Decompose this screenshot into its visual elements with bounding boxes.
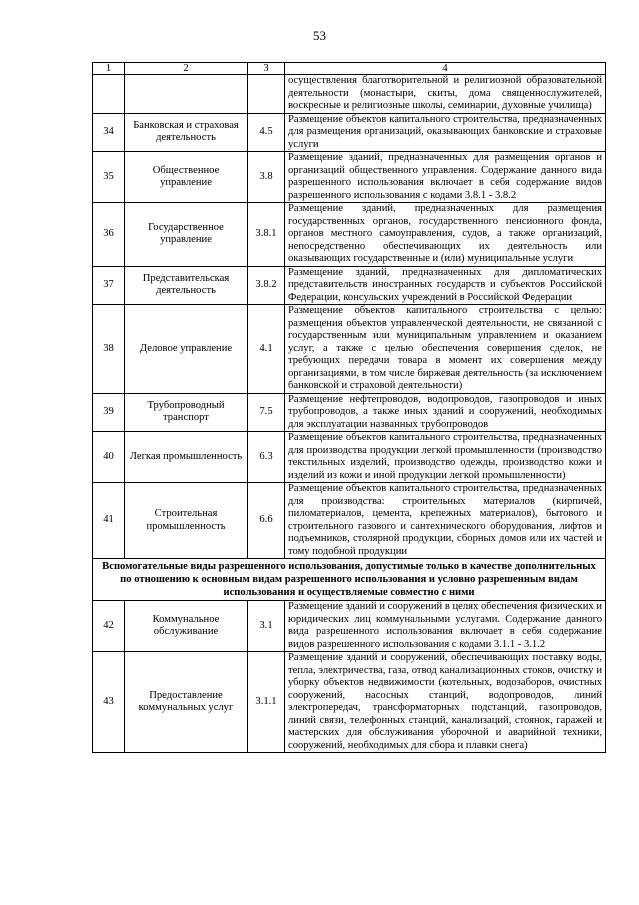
use-type-code: 3.1 xyxy=(248,601,285,652)
row-number: 38 xyxy=(93,305,125,394)
table-row xyxy=(93,152,606,203)
use-type-description: Размещение зданий, предназначенных для размещения органов и организаций общественного управления. Содержание данного вида разрешенного использования включает в себя содержание видов разрешенного использования с кодами 3.8.1 - 3.8.2 xyxy=(285,152,606,203)
table-row xyxy=(93,652,606,753)
col-header-4: 4 xyxy=(285,63,606,75)
row-number: 37 xyxy=(93,266,125,305)
use-type-name: Общественное управление xyxy=(125,152,248,203)
use-type-name: Строительная промышленность xyxy=(125,483,248,559)
use-type-description: Размещение объектов капитального строительства, предназначенных для размещения организаций, оказывающих банковские и страховые услуги xyxy=(285,113,606,152)
use-type-code: 3.1.1 xyxy=(248,652,285,753)
use-type-description: Размещение объектов капитального строительства, предназначенных для производства продукции легкой промышленности (производство текстильных изделий, производство одежды, производство кожи и изделий из кожи и иной продукции легкой промышленности) xyxy=(285,432,606,483)
column-number-row xyxy=(93,63,606,75)
use-type-code: 3.8.2 xyxy=(248,266,285,305)
use-type-name: Предоставление коммунальных услуг xyxy=(125,652,248,753)
table-row xyxy=(93,203,606,267)
use-type-description: Размещение зданий и сооружений, обеспечивающих поставку воды, тепла, электричества, газа, отвод канализационных стоков, очистку и уборку объектов недвижимости (котельных, водозаборов, очистных сооружений, насосных станций, водопроводов, линий электропередач, трансформаторных подстанций, газопроводов, линий связи, телефонных станций, канализаций, стоянок, гаражей и мастерских для обслуживания уборочной и аварийной техники, сооружений, необходимых для сбора и плавки снега) xyxy=(285,652,606,753)
use-type-description: Размещение объектов капитального строительства с целью: размещения объектов управленческой деятельности, не связанной с государственным или муниципальным управлением и оказанием услуг, а также с целью обеспечения совершения сделок, не требующих передачи товара в момент их совершения между организациями, в том числе биржевая деятельность (за исключением банковской и страховой деятельности) xyxy=(285,305,606,394)
use-type-code: 3.8 xyxy=(248,152,285,203)
row-number: 43 xyxy=(93,652,125,753)
page-number: 53 xyxy=(313,28,326,43)
use-type-name: Государственное управление xyxy=(125,203,248,267)
use-type-description: Размещение нефтепроводов, водопроводов, газопроводов и иных трубопроводов, а также иных зданий и сооружений, необходимых для эксплуатации названных трубопроводов xyxy=(285,393,606,432)
row-number: 42 xyxy=(93,601,125,652)
use-type-name: Деловое управление xyxy=(125,305,248,394)
use-type-description: Размещение зданий и сооружений в целях обеспечения физических и юридических лиц коммунальными услугами. Содержание данного вида разрешенного использования включает в себя содержание видов разрешенного использования с кодами 3.1.1 - 3.1.2 xyxy=(285,601,606,652)
use-type-code: 6.6 xyxy=(248,483,285,559)
table-row xyxy=(93,432,606,483)
use-type-description: осуществления благотворительной и религиозной образовательной деятельности (монастыри, скиты, дома священнослужителей, воскресные и религиозные школы, семинарии, духовные училища) xyxy=(285,75,606,114)
row-number xyxy=(93,75,125,114)
use-type-code xyxy=(248,75,285,114)
use-type-name: Легкая промышленность xyxy=(125,432,248,483)
use-type-description: Размещение объектов капитального строительства, предназначенных для производства: строительных материалов (кирпичей, пиломатериалов, цемента, крепежных материалов), бытового и строительного газового и сантехнического оборудования, лифтов и подъемников, столярной продукции, сборных домов или их частей и тому подобной продукции xyxy=(285,483,606,559)
col-header-3: 3 xyxy=(248,63,285,75)
use-type-code: 4.5 xyxy=(248,113,285,152)
use-type-description: Размещение зданий, предназначенных для размещения государственных органов, государственного пенсионного фонда, органов местного самоуправления, судов, а также организаций, непосредственно обеспечивающих их деятельность или оказывающих государственные и (или) муниципальные услуги xyxy=(285,203,606,267)
use-type-code: 6.3 xyxy=(248,432,285,483)
row-number: 35 xyxy=(93,152,125,203)
section-row xyxy=(93,559,606,601)
use-type-code: 7.5 xyxy=(248,393,285,432)
use-type-name: Коммунальное обслуживание xyxy=(125,601,248,652)
row-number: 41 xyxy=(93,483,125,559)
land-use-table xyxy=(92,62,606,753)
table-row xyxy=(93,393,606,432)
row-number: 34 xyxy=(93,113,125,152)
use-type-name: Банковская и страховая деятельность xyxy=(125,113,248,152)
col-header-1: 1 xyxy=(93,63,125,75)
use-type-code: 3.8.1 xyxy=(248,203,285,267)
section-heading: Вспомогательные виды разрешенного использования, допустимые только в качестве дополнительных по отношению к основным видам разрешенного использования и условно разрешенным видам использования и осуществляемые совместно с ними xyxy=(93,559,606,601)
use-type-code: 4.1 xyxy=(248,305,285,394)
row-number: 36 xyxy=(93,203,125,267)
table-row xyxy=(93,113,606,152)
table-row xyxy=(93,305,606,394)
table-row xyxy=(93,601,606,652)
use-type-name: Представительская деятельность xyxy=(125,266,248,305)
use-type-name xyxy=(125,75,248,114)
table-row xyxy=(93,75,606,114)
row-number: 40 xyxy=(93,432,125,483)
col-header-2: 2 xyxy=(125,63,248,75)
row-number: 39 xyxy=(93,393,125,432)
use-type-description: Размещение зданий, предназначенных для дипломатических представительств иностранных государств и субъектов Российской Федерации, консульских учреждений в Российской Федерации xyxy=(285,266,606,305)
table-row xyxy=(93,483,606,559)
use-type-name: Трубопроводный транспорт xyxy=(125,393,248,432)
table-row xyxy=(93,266,606,305)
